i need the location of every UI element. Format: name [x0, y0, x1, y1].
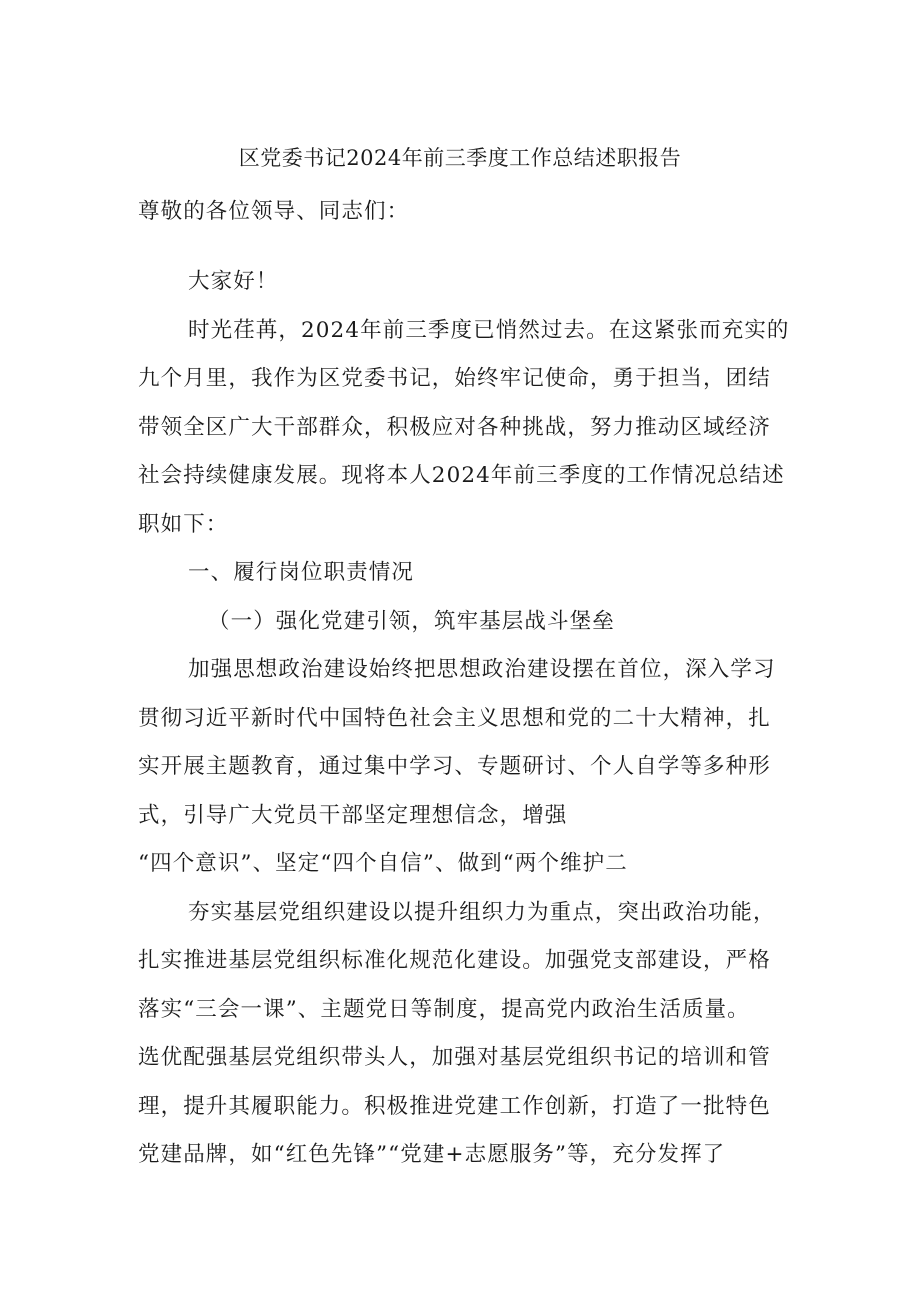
document-title: 区党委书记2024年前三季度工作总结述职报告	[238, 146, 682, 170]
paragraph-line: 夯实基层党组织建设以提升组织力为重点，突出政治功能，	[188, 900, 776, 925]
paragraph-line: 党建品牌，如“红色先锋”“党建+志愿服务”等，充分发挥了	[138, 1142, 726, 1167]
paragraph-line: 加强思想政治建设始终把思想政治建设摆在首位，深入学习	[188, 657, 776, 682]
paragraph-line: 社会持续健康发展。现将本人2024年前三季度的工作情况总结述	[138, 463, 785, 488]
paragraph-line: 理，提升其履职能力。积极推进党建工作创新，打造了一批特色	[138, 1094, 771, 1119]
section-heading: 一、履行岗位职责情况	[188, 560, 415, 585]
paragraph-line: 贯彻习近平新时代中国特色社会主义思想和党的二十大精神，扎	[138, 706, 771, 731]
paragraph-line: 带领全区广大干部群众，积极应对各种挑战，努力推动区域经济	[138, 415, 771, 440]
paragraph-line: 时光荏苒，2024年前三季度已悄然过去。在这紧张而充实的	[188, 318, 790, 343]
paragraph-line: 扎实推进基层党组织标准化规范化建设。加强党支部建设，严格	[138, 948, 771, 973]
paragraph-line: 落实“三会一课”、主题党日等制度，提高党内政治生活质量。	[138, 997, 750, 1022]
paragraph-line: 式，引导广大党员干部坚定理想信念，增强	[138, 803, 568, 828]
greeting-line: 大家好！	[188, 269, 279, 294]
paragraph-line: 实开展主题教育，通过集中学习、专题研讨、个人自学等多种形	[138, 754, 771, 779]
subsection-heading: （一）强化党建引领，筑牢基层战斗堡垒	[208, 609, 615, 634]
paragraph-line: 选优配强基层党组织带头人，加强对基层党组织书记的培训和管	[138, 1045, 771, 1070]
paragraph-line: 职如下：	[138, 512, 229, 537]
paragraph-line: “四个意识”、坚定“四个自信”、做到“两个维护二	[138, 851, 628, 876]
salutation-line: 尊敬的各位领导、同志们：	[138, 199, 410, 224]
paragraph-line: 九个月里，我作为区党委书记，始终牢记使命，勇于担当，团结	[138, 366, 771, 391]
